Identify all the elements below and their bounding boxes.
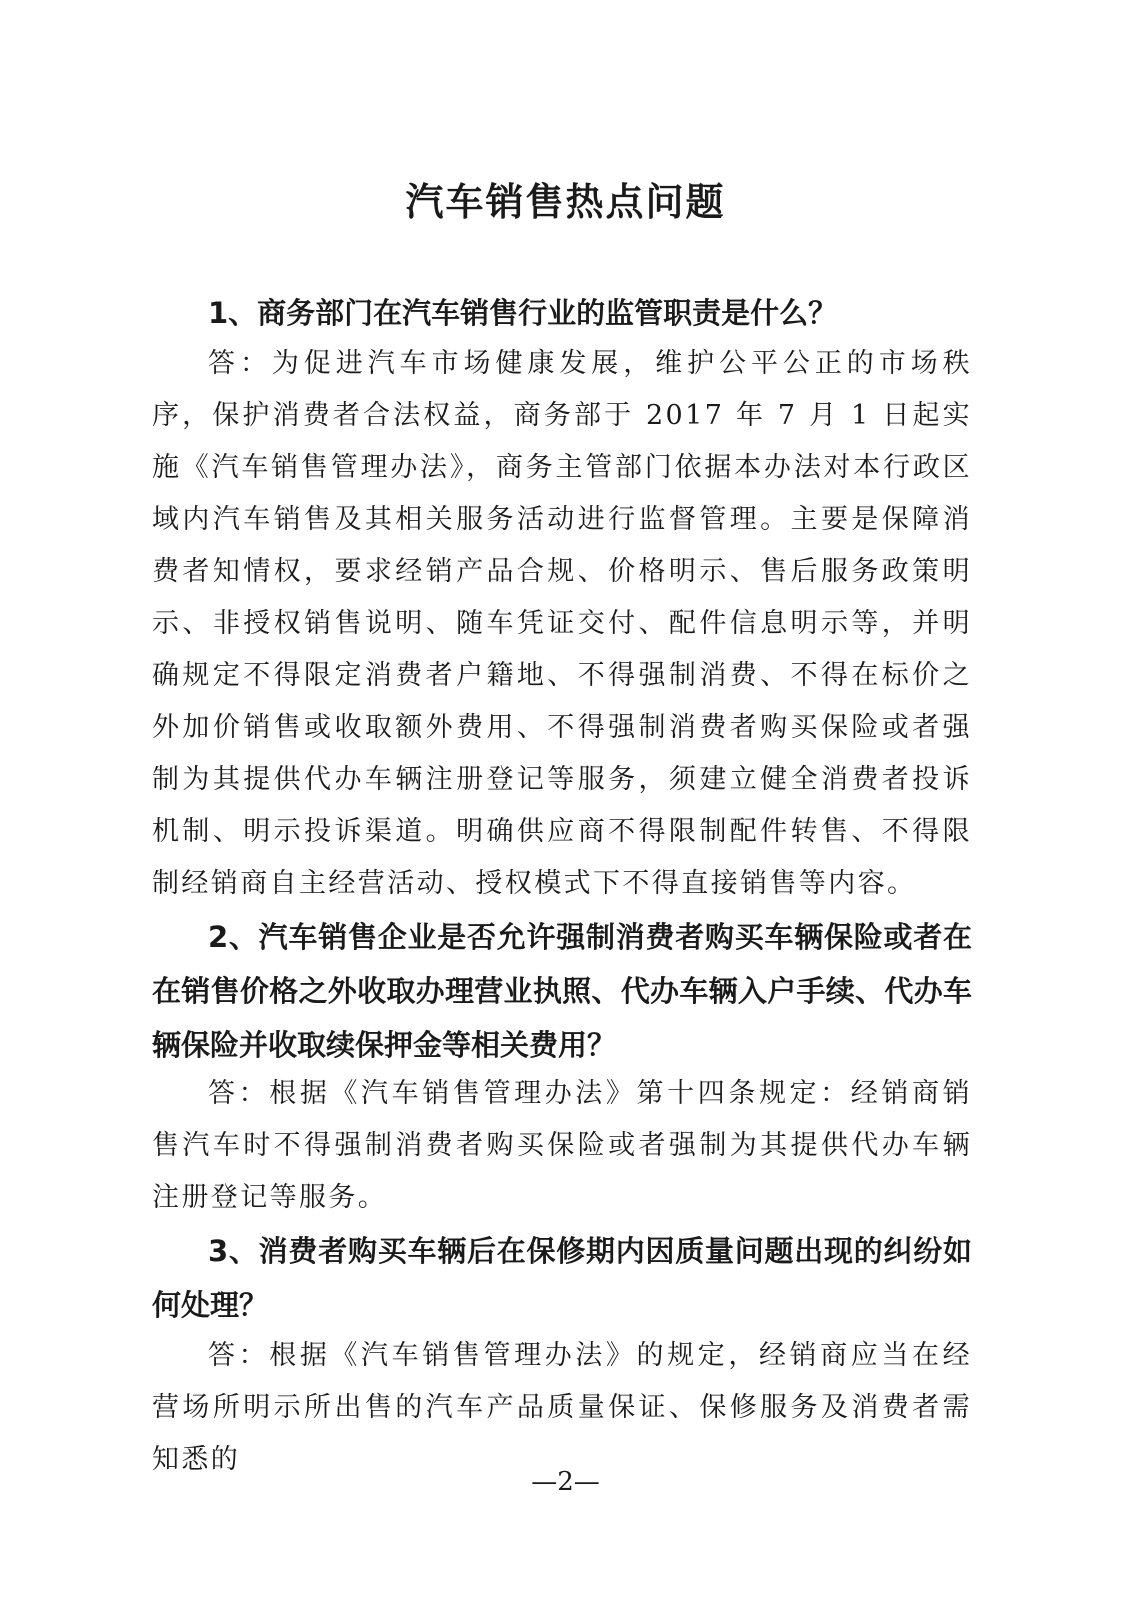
- answer-1: 答：为促进汽车市场健康发展，维护公平公正的市场秩序，保护消费者合法权益，商务部于 2017 年 7 月 1 日起实施《汽车销售管理办法》，商务主管部门依据本办法对本行政区域内汽车销售及其相关服务活动进行监督管理。主要是保障消费者知情权，要求经销产品合规、价格明示、售后服务政策明示、非授权销售说明、随车凭证交付、配件信息明示等，并明确规定不得限定消费者户籍地、不得强制消费、不得在标价之外加价销售或收取额外费用、不得强制消费者购买保险或者强制为其提供代办车辆注册登记等服务，须建立健全消费者投诉机制、明示投诉渠道。明确供应商不得限制配件转售、不得限制经销商自主经营活动、授权模式下不得直接销售等内容。: [152, 348, 972, 899]
- document-title: 汽车销售热点问题: [405, 180, 726, 224]
- page-number: —2—: [531, 1467, 600, 1497]
- question-3: 3、消费者购买车辆后在保修期内因质量问题出现的纠纷如何处理？: [152, 1234, 972, 1322]
- question-1: 1、商务部门在汽车销售行业的监管职责是什么？: [208, 296, 838, 330]
- answer-3: 答：根据《汽车销售管理办法》的规定，经销商应当在经营场所明示所出售的汽车产品质量保证、保修服务及消费者需知悉的: [152, 1340, 972, 1475]
- answer-2: 答：根据《汽车销售管理办法》第十四条规定：经销商销售汽车时不得强制消费者购买保险或者强制为其提供代办车辆注册登记等服务。: [152, 1078, 972, 1213]
- question-2: 2、汽车销售企业是否允许强制消费者购买车辆保险或者在在销售价格之外收取办理营业执照、代办车辆入户手续、代办车辆保险并收取续保押金等相关费用？: [152, 920, 972, 1062]
